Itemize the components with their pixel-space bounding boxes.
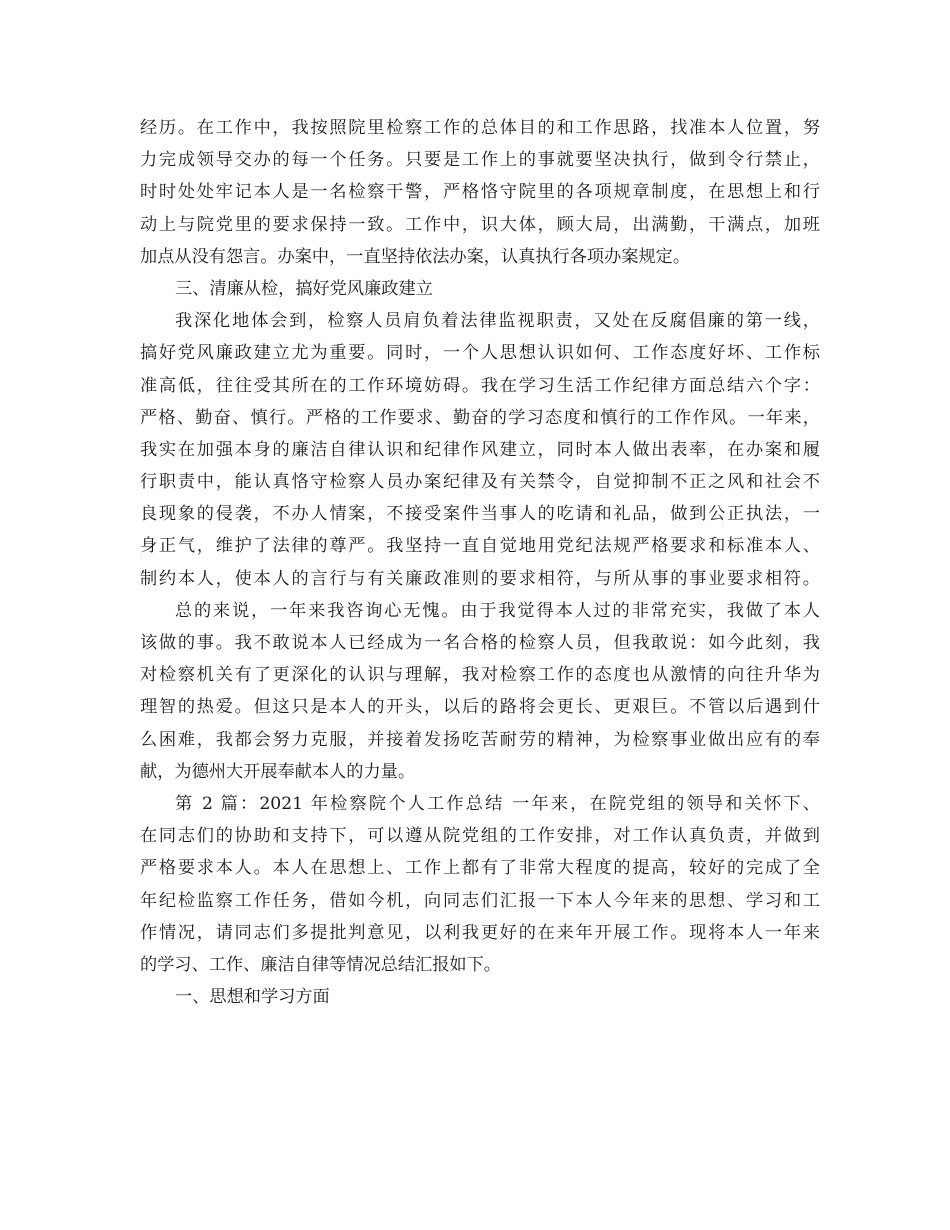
text-line: 对检察机关有了更深化的认识与理解，我对检察工作的态度也从激情的向往升华为 bbox=[140, 665, 820, 686]
text-line: 时时处处牢记本人是一名检察干警，严格恪守院里的各项规章制度，在思想上和行 bbox=[140, 182, 820, 203]
text-line: 在同志们的协助和支持下，可以遵从院党组的工作安排，对工作认真负责，并做到 bbox=[140, 826, 820, 847]
text-line: 良现象的侵袭，不办人情案，不接受案件当事人的吃请和礼品，做到公正执法，一 bbox=[140, 504, 820, 525]
text-line: 一、思想和学习方面 bbox=[175, 987, 330, 1008]
text-line: 我深化地体会到，检察人员肩负着法律监视职责，又处在反腐倡廉的第一线， bbox=[175, 311, 820, 332]
document-body bbox=[140, 112, 820, 1013]
text-line: 加点从没有怨言。办案中，一直坚持依法办案，认真执行各项办案规定。 bbox=[140, 246, 691, 267]
text-line: 总的来说，一年来我咨询心无愧。由于我觉得本人过的非常充实，我做了本人 bbox=[175, 600, 820, 621]
text-line: 该做的事。我不敢说本人已经成为一名合格的检察人员，但我敢说：如今此刻，我 bbox=[140, 633, 820, 653]
text-line: 行职责中，能认真恪守检察人员办案纪律及有关禁令，自觉抑制不正之风和社会不 bbox=[140, 472, 820, 493]
text-line: 年纪检监察工作任务，借如今机，向同志们汇报一下本人今年来的思想、学习和工 bbox=[140, 890, 820, 911]
text-line: 动上与院党里的要求保持一致。工作中，识大体，顾大局，出满勤，干满点，加班 bbox=[140, 214, 820, 235]
text-line: 的学习、工作、廉洁自律等情况总结汇报如下。 bbox=[140, 954, 501, 975]
text-line: 严格要求本人。本人在思想上、工作上都有了非常大程度的提高，较好的完成了全 bbox=[140, 858, 820, 879]
text-line: 第 2 篇：2021 年检察院个人工作总结 一年来，在院党组的领导和关怀下、 bbox=[175, 793, 820, 814]
text-line: 经历。在工作中，我按照院里检察工作的总体目的和工作思路，找准本人位置，努 bbox=[140, 118, 820, 138]
text-line: 身正气，维护了法律的尊严。我坚持一直自觉地用党纪法规严格要求和标准本人、 bbox=[140, 536, 820, 557]
text-line: 力完成领导交办的每一个任务。只要是工作上的事就要坚决执行，做到令行禁止， bbox=[140, 150, 820, 171]
text-line: 制约本人，使本人的言行与有关廉政准则的要求相符，与所从事的事业要求相符。 bbox=[140, 568, 820, 589]
text-line: 严格、勤奋、慎行。严格的工作要求、勤奋的学习态度和慎行的工作作风。一年来， bbox=[140, 407, 820, 428]
text-line: 准高低，往往受其所在的工作环境妨碍。我在学习生活工作纪律方面总结六个字： bbox=[140, 375, 820, 396]
text-line: 么困难，我都会努力克服，并接着发扬吃苦耐劳的精神，为检察事业做出应有的奉 bbox=[140, 729, 820, 750]
text-line: 搞好党风廉政建立尤为重要。同时，一个人思想认识如何、工作态度好坏、工作标 bbox=[140, 343, 820, 364]
text-line: 我实在加强本身的廉洁自律认识和纪律作风建立，同时本人做出表率，在办案和履 bbox=[140, 439, 820, 460]
text-line: 献，为德州大开展奉献本人的力量。 bbox=[140, 761, 416, 782]
text-line: 理智的热爱。但这只是本人的开头，以后的路将会更长、更艰巨。不管以后遇到什 bbox=[140, 697, 820, 718]
text-line: 作情况，请同志们多提批判意见，以利我更好的在来年开展工作。现将本人一年来 bbox=[140, 922, 820, 943]
text-line: 三、清廉从检，搞好党风廉政建立 bbox=[175, 278, 433, 299]
